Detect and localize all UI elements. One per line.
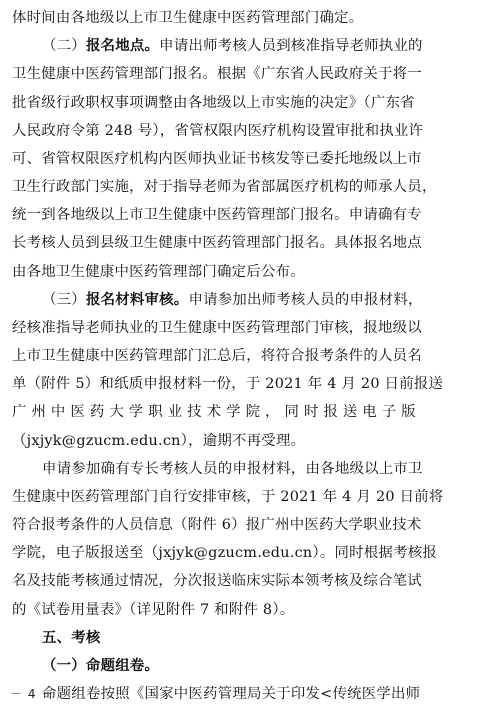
paragraph-line bbox=[12, 173, 463, 201]
line-text: 长考核人员到县级卫生健康中医药管理部门报名。具体报名地点 bbox=[12, 235, 422, 252]
paragraph-line bbox=[12, 60, 463, 88]
paragraph-line bbox=[42, 32, 463, 60]
line-text: 卫生健康中医药管理部门报名。根据《广东省人民政府关于将一 bbox=[12, 66, 422, 83]
paragraph-line bbox=[12, 89, 463, 117]
paragraph-line bbox=[12, 4, 463, 32]
line-text: 批省级行政职权事项调整由各地级以上市实施的决定》（广东省 bbox=[12, 94, 415, 111]
line-text: 广 州 中 医 药 大 学 职 业 技 术 学 院 ， 同 时 报 送 电 子 版 bbox=[12, 404, 416, 421]
line-text: 申请参加确有专长考核人员的申报材料，由各地级以上市卫 bbox=[42, 460, 423, 477]
paragraph-line bbox=[12, 539, 463, 567]
paragraph-line bbox=[12, 201, 463, 229]
paragraph-line bbox=[12, 370, 463, 398]
paragraph-line bbox=[12, 596, 463, 624]
email-text: （jxjyk@gzucm.edu.cn），逾期不再受理。 bbox=[12, 432, 306, 449]
line-text: 体时间由各地级以上市卫生健康中医药管理部门确定。 bbox=[12, 10, 364, 26]
line-text: 单（附件 5）和纸质申报材料一份，于 2021 年 4 月 20 日前报送 bbox=[12, 376, 444, 393]
heading-text: 五、考核 bbox=[42, 628, 101, 646]
paragraph-line bbox=[12, 427, 463, 455]
section-heading-question-assembly bbox=[42, 652, 463, 680]
line-text: 卫生行政部门实施，对于指导老师为省部属医疗机构的师承人员， bbox=[12, 179, 437, 195]
paragraph-line bbox=[42, 680, 463, 708]
paragraph-line bbox=[12, 229, 463, 257]
line-text: （三） bbox=[42, 291, 86, 308]
line-text: 申请参加出师考核人员的申报材料， bbox=[188, 291, 423, 308]
page-number: － 4 － bbox=[10, 687, 55, 701]
line-text: 人民政府令第 248 号），省管权限内医疗机构设置审批和执业许 bbox=[12, 122, 424, 139]
paragraph-line bbox=[12, 258, 463, 286]
line-text: （二） bbox=[42, 38, 86, 55]
line-text: 的《试卷用量表》（详见附件 7 和附件 8）。 bbox=[12, 601, 295, 618]
paragraph-line bbox=[42, 286, 463, 314]
line-text: 符合报考条件的人员信息（附件 6）报广州中医药大学职业技术 bbox=[12, 517, 422, 533]
section-heading-registration-location: 报名地点。 bbox=[85, 37, 160, 55]
paragraph-line bbox=[12, 314, 463, 342]
line-text: 命题组卷按照《国家中医药管理局关于印发<传统医学出师 bbox=[42, 686, 421, 702]
heading-text: （一）命题组卷。 bbox=[42, 656, 160, 674]
line-text: 统一到各地级以上市卫生健康中医药管理部门报名。申请确有专 bbox=[12, 207, 422, 224]
paragraph-line bbox=[12, 398, 463, 426]
section-heading-material-review: 报名材料审核。 bbox=[85, 290, 189, 308]
line-text: 生健康中医药管理部门自行安排审核，于 2021 年 4 月 20 日前将 bbox=[12, 488, 444, 505]
line-text: 由各地卫生健康中医药管理部门确定后公布。 bbox=[12, 263, 305, 280]
section-heading-exam bbox=[42, 624, 142, 652]
paragraph-line bbox=[12, 342, 463, 370]
line-text: 申请出师考核人员到核准指导老师执业的 bbox=[159, 38, 423, 55]
line-text: 可、省管权限医疗机构内医师执业证书核发等已委托地级以上市 bbox=[12, 150, 422, 167]
line-text: 学院，电子版报送至（jxjyk@gzucm.edu.cn）。同时根据考核报 bbox=[12, 545, 437, 562]
line-text: 上市卫生健康中医药管理部门汇总后，将符合报考条件的人员名 bbox=[12, 348, 422, 364]
paragraph-line bbox=[12, 117, 463, 145]
paragraph-line bbox=[12, 483, 463, 511]
paragraph-line bbox=[12, 567, 463, 595]
line-text: 名及技能考核通过情况，分次报送临床实际本领考核及综合笔试 bbox=[12, 573, 422, 590]
paragraph-line bbox=[12, 145, 463, 173]
line-text: 经核准指导老师执业的卫生健康中医药管理部门审核，报地级以 bbox=[12, 319, 422, 336]
paragraph-line bbox=[12, 511, 463, 539]
paragraph-line bbox=[42, 455, 463, 483]
